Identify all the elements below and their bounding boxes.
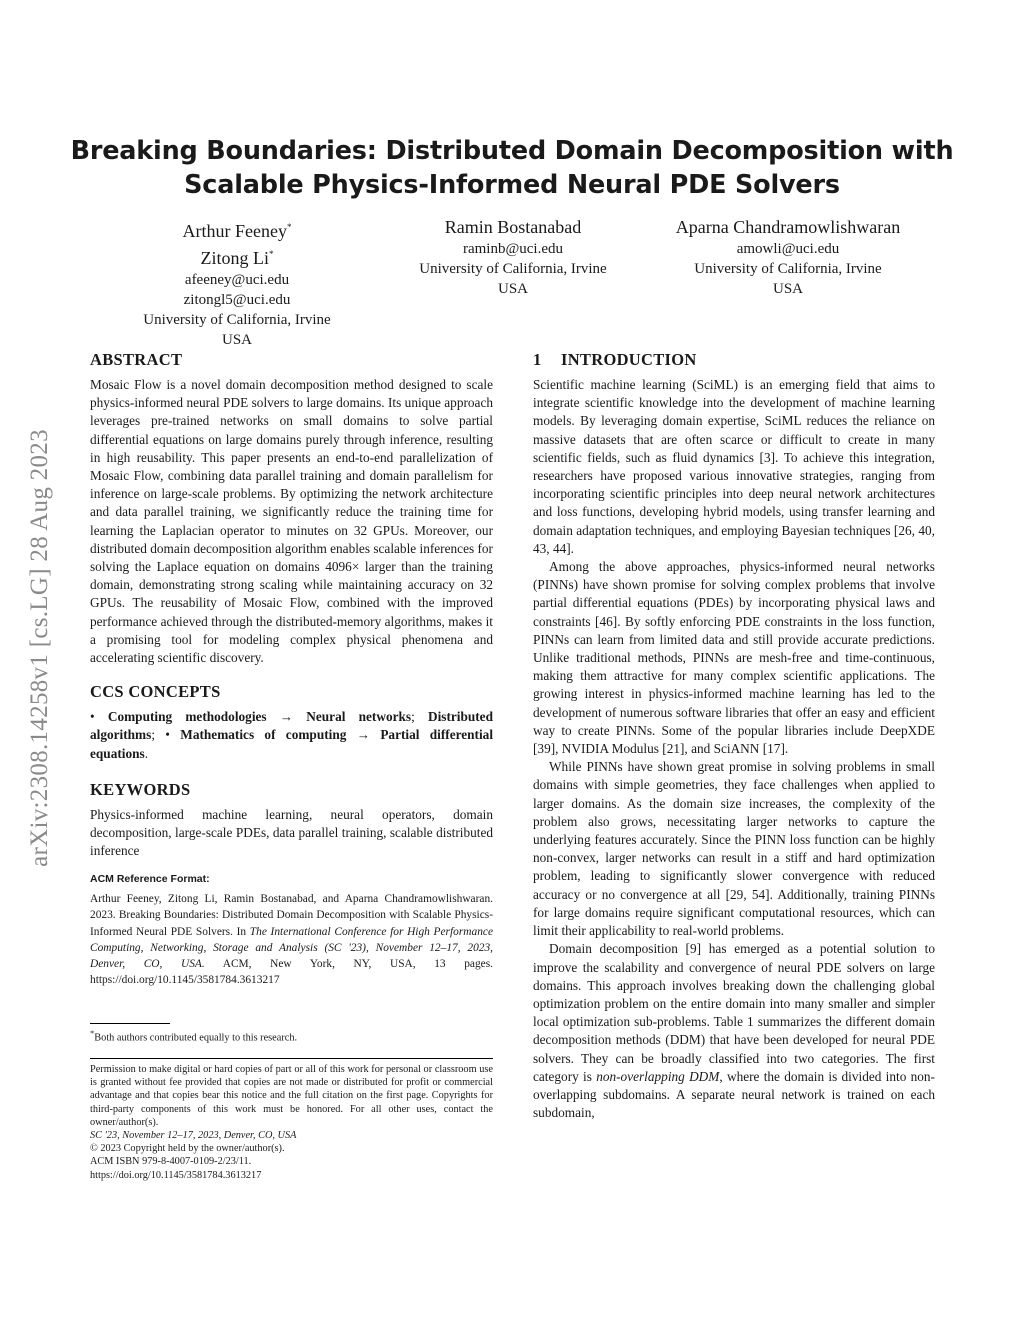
- title-line-2: Scalable Physics-Informed Neural PDE Solvers: [184, 170, 840, 200]
- title-line-1: Breaking Boundaries: Distributed Domain Decomposition with: [70, 136, 954, 166]
- paper-title: [60, 134, 964, 202]
- author-block-2: [393, 216, 633, 299]
- author-block-3: [648, 216, 928, 299]
- equal-contribution-mark: *: [286, 222, 292, 232]
- abstract-heading: ABSTRACT: [90, 350, 183, 369]
- acm-reference: ACM Reference Format: Arthur Feeney, Zitong Li, Ramin Bostanabad, and Aparna Chandramowlishwaran. 2023. Breaking Boundaries: Distributed Domain Decomposition with Scalable Physics-Informed Neural PDE Solvers. In The International Conference for High Performance Computing, Networking, Storage and Analysis (SC '23), November 12–17, 2023, Denver, CO, USA. ACM, New York, NY, USA, 13 pages. https://doi.org/10.1145/3581784.3613217: [90, 873, 494, 987]
- ccs-concept: Mathematics of computing: [180, 727, 347, 743]
- ccs-concept: Neural networks: [306, 709, 412, 725]
- author-affiliation: University of California, Irvine: [694, 261, 882, 277]
- footnote-rule: [90, 1023, 170, 1024]
- author-country: USA: [221, 332, 252, 348]
- author-name: Aparna Chandramowlishwaran: [675, 217, 901, 237]
- author-name: Zitong Li: [200, 248, 269, 268]
- copyright: © 2023 Copyright held by the owner/author(s).: [90, 1143, 285, 1155]
- author-email: raminb@uci.edu: [462, 241, 564, 257]
- equal-contribution-mark: *: [269, 249, 274, 259]
- footnote: *Both authors contributed equally to this research.: [90, 1028, 298, 1044]
- intro-paragraph-2: Among the above approaches, physics-informed neural networks (PINNs) have shown promise for solving complex problems that involve partial differential equations (PDEs) by incorporating physical laws and constraints [46]. By softly enforcing PDE constraints in the loss function, PINNs can learn from limited data and still provide accurate predictions. Unlike traditional methods, PINNs are mesh-free and time-continuous, making them attractive for many complex scientific applications. The growing interest in physics-informed machine learning has led to the development of numerous software libraries that offer an easy and efficient way to create PINNs. Some of the popular libraries include DeepXDE [39], NVIDIA Modulus [21], and SciANN [17].: [533, 559, 935, 757]
- intro-paragraph-3: While PINNs have shown great promise in solving problems in small domains with simple geometries, they face challenges when applied to larger domains. As the domain size increases, the complexity of the problem also grows, necessitating larger networks to capture the underlying features accurately. Since the PINN loss function can be highly non-convex, larger networks can result in a stiff and hard optimization problem, leading to significantly slower convergence with reduced accuracy or no convergence at all [29, 54]. Additionally, training PINNs for large domains require significant computational resources, which can limit their applicability to real-world problems.: [533, 759, 935, 939]
- acm-reference-venue: The International Conference for High Performance Computing, Networking, Storage and Analysis (SC '23), November 12–17, 2023, Denver, CO, USA.: [90, 925, 494, 971]
- ccs-concept: Distributed algorithms: [90, 709, 493, 743]
- ccs-concepts: • Computing methodologies → Neural networks; Distributed algorithms; • Mathematics of computing → Partial differential equations.: [90, 709, 494, 761]
- intro-paragraph-1: Scientific machine learning (SciML) is an emerging field that aims to integrate scientific knowledge into the development of machine learning models. By leveraging domain expertise, SciML reduces the reliance on massive datasets that are often scarce or difficult to create in many scientific fields, such as fluid dynamics [3]. To achieve this integration, researchers have proposed various innovative strategies, ranging from incorporating scientific principles into deep neural network architectures and loss functions, developing hybrid models, using transfer learning and domain adaptation techniques, and employing Bayesian techniques [26, 40, 43, 44].: [533, 377, 935, 556]
- right-column: [533, 350, 935, 1122]
- doi: https://doi.org/10.1145/3581784.3613217: [90, 1169, 262, 1181]
- ccs-concept: Computing methodologies: [107, 709, 267, 725]
- section-number: 1: [533, 350, 542, 369]
- acm-reference-heading: ACM Reference Format:: [90, 873, 210, 886]
- author-affiliation: University of California, Irvine: [419, 261, 607, 277]
- permission-block: [90, 1063, 493, 1182]
- conference-venue: SC '23, November 12–17, 2023, Denver, CO, USA: [90, 1130, 297, 1142]
- ccs-heading: CCS CONCEPTS: [90, 682, 221, 702]
- isbn: ACM ISBN 979-8-4007-0109-2/23/11.: [90, 1156, 252, 1168]
- author-country: USA: [772, 281, 803, 297]
- keywords-heading: KEYWORDS: [90, 779, 191, 799]
- intro-heading: 1 INTRODUCTION: [533, 350, 697, 369]
- author-name: Ramin Bostanabad: [444, 217, 582, 237]
- left-column: [90, 350, 493, 989]
- ccs-concept: Partial differential equations: [90, 727, 494, 761]
- permission-rule: [90, 1058, 493, 1059]
- arxiv-identifier: arXiv:2308.14258v1 [cs.LG] 28 Aug 2023: [26, 428, 53, 867]
- author-affiliation: University of California, Irvine: [143, 312, 331, 328]
- keywords-text: Physics-informed machine learning, neural operators, domain decomposition, large-scale PDEs, data parallel training, scalable distributed inference: [90, 806, 493, 859]
- author-block-1: [117, 216, 357, 350]
- intro-paragraph-4: Domain decomposition [9] has emerged as a potential solution to improve the scalability and convergence of neural PDE solvers on large domains. This approach involves breaking down the challenging global optimization problem on the entire domain into many smaller and simpler local optimization sub-problems. Table 1 summarizes the different domain decomposition methods (DDM) that have been developed for neural PDE solvers. They can be broadly classified into two categories. The first category is non-overlapping DDM, where the domain is divided into non-overlapping subdomains. A separate neural network is trained on each subdomain,: [533, 941, 935, 1121]
- author-country: USA: [497, 281, 528, 297]
- permission-text: Permission to make digital or hard copies of part or all of this work for personal or classroom use is granted without fee provided that copies are not made or distributed for profit or commercial advantage and that copies bear this notice and the full citation on the first page. Copyrights for third-party components of this work must be honored. For all other uses, contact the owner/author(s).: [90, 1064, 493, 1128]
- abstract-text: Mosaic Flow is a novel domain decomposition method designed to scale physics-informed neural PDE solvers to large domains. Its unique approach leverages pre-trained networks on small domains to solve partial differential equations on large domains purely through inference, resulting in high reusability. This paper presents an end-to-end parallelization of Mosaic Flow, combining data parallel training and domain parallelism for inference on large-scale problems. By optimizing the network architecture and data parallel training, we significantly reduce the training time for learning the Laplacian operator to minutes on 32 GPUs. Moreover, our distributed domain decomposition algorithm enables scalable inferences for solving the Laplace equation on domains 4096× larger than the training domain, demonstrating strong scaling while maintaining accuracy on 32 GPUs. The reusability of Mosaic Flow, combined with the improved performance achieved through the distributed-memory algorithms, makes it a promising tool for modeling complex physical phenomena and accelerating scientific discovery.: [90, 377, 493, 666]
- author-email: afeeney@uci.edu: [184, 272, 290, 288]
- author-name: Arthur Feeney: [182, 221, 287, 241]
- author-email: amowli@uci.edu: [736, 241, 840, 257]
- author-email: zitongl5@uci.edu: [183, 292, 291, 308]
